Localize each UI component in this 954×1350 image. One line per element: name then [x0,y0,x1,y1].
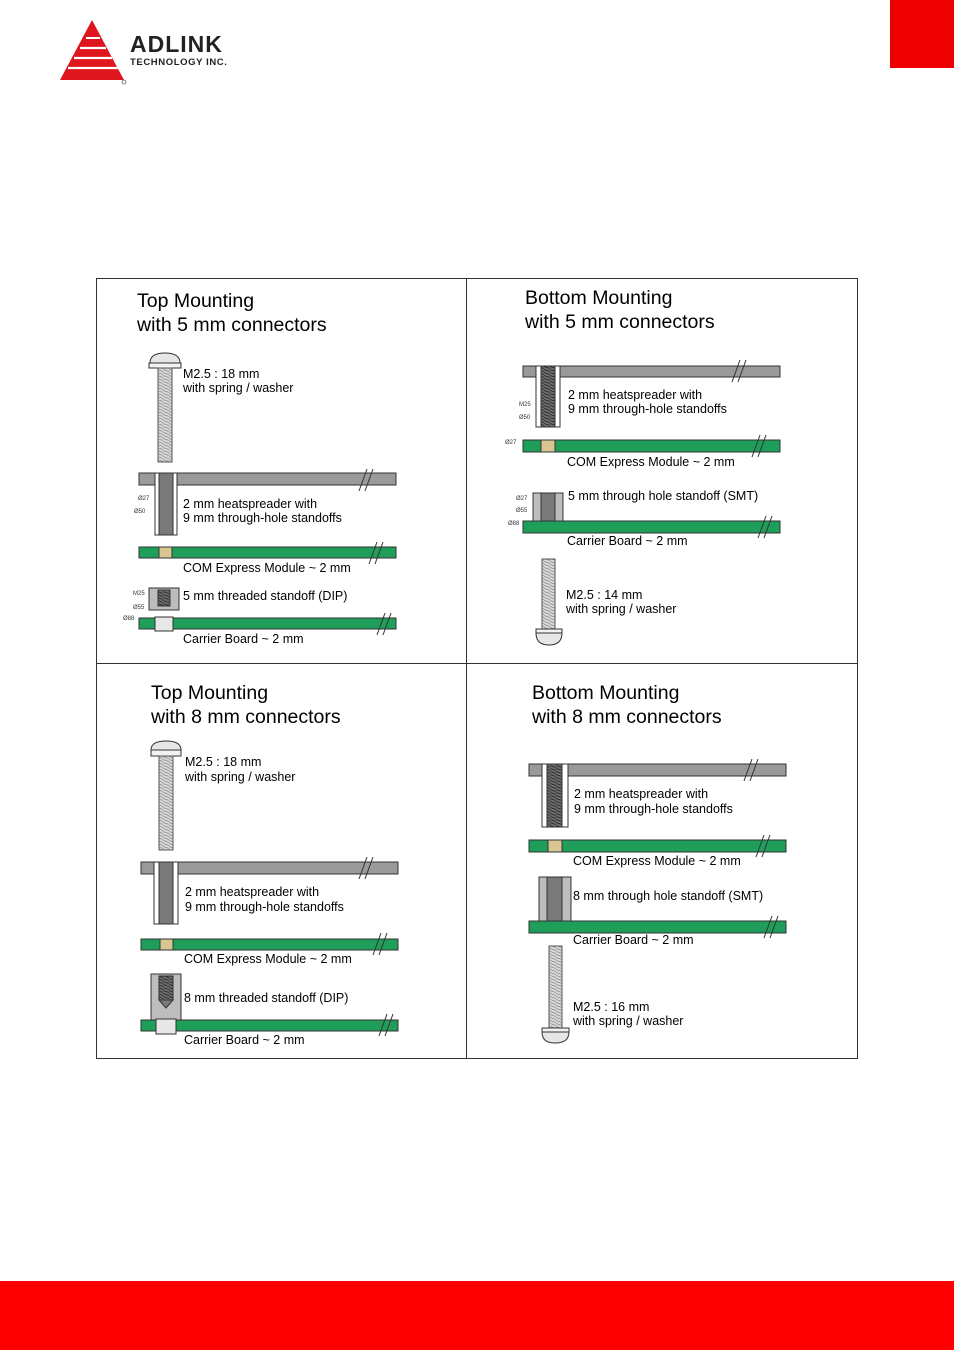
heatspreader-line2: 9 mm through-hole standoffs [183,511,342,525]
carrier-label: Carrier Board ~ 2 mm [567,534,688,548]
panel-title-line1: Bottom Mounting [532,682,680,704]
screw-spec-line2: with spring / washer [573,1014,684,1028]
dim-label: Ø55 [516,508,528,514]
module-label: COM Express Module ~ 2 mm [573,854,741,868]
dim-label: Ø88 [508,521,520,527]
panel-title-line2: with 8 mm connectors [532,706,722,728]
carrier-label: Carrier Board ~ 2 mm [184,1033,305,1047]
top5-diagram [97,279,465,662]
heatspreader-line1: 2 mm heatspreader with [185,885,320,899]
module-label: COM Express Module ~ 2 mm [183,561,351,575]
heatspreader-line1: 2 mm heatspreader with [574,787,709,801]
standoff-label: 5 mm threaded standoff (DIP) [183,589,348,603]
module-label: COM Express Module ~ 2 mm [567,455,735,469]
screw-icon [149,353,181,462]
adlink-triangle-icon [58,18,128,86]
brand-subtitle: TECHNOLOGY INC. [130,57,228,68]
standoff-label: 8 mm through hole standoff (SMT) [573,889,764,903]
screw-icon [536,559,562,645]
carrier-label: Carrier Board ~ 2 mm [573,933,694,947]
screw-spec-line2: with spring / washer [185,770,296,784]
panel-title-line1: Top Mounting [151,682,269,704]
panel-bottom-mounting-8mm [466,663,857,1058]
dim-label: Ø27 [516,496,528,502]
module-label: COM Express Module ~ 2 mm [184,952,352,966]
panel-top-mounting-5mm [97,279,465,662]
screw-spec-line1: M2.5 : 18 mm [185,755,262,769]
screw-icon [151,741,181,850]
dim-label: Ø27 [138,496,150,502]
panel-top-mounting-8mm [97,663,465,1058]
dim-label: Ø55 [133,605,145,611]
panel-title-line2: with 8 mm connectors [151,706,341,728]
heatspreader-line2: 9 mm through-hole standoffs [185,900,344,914]
carrier-label: Carrier Board ~ 2 mm [183,632,304,646]
heatspreader-line2: 9 mm through-hole standoffs [574,802,733,816]
adlink-logo [58,18,268,86]
panel-title-line1: Top Mounting [137,290,255,312]
screw-spec-line1: M2.5 : 16 mm [573,1000,650,1014]
heatspreader-line1: 2 mm heatspreader with [183,497,318,511]
dim-label: Ø50 [519,415,531,421]
panel-title-line1: Bottom Mounting [525,287,673,309]
heatspreader-line1: 2 mm heatspreader with [568,388,703,402]
panel-title-line2: with 5 mm connectors [137,314,327,336]
dim-label: M25 [519,402,531,408]
dim-label: Ø27 [505,440,517,446]
screw-spec-line1: M2.5 : 14 mm [566,588,643,602]
standoff-label: 5 mm through hole standoff (SMT) [568,489,759,503]
dim-label: Ø88 [123,616,135,622]
panel-title-line2: with 5 mm connectors [525,311,715,333]
screw-spec-line1: M2.5 : 18 mm [183,367,260,381]
footer-bar [0,1281,954,1350]
dim-label: M25 [133,591,145,597]
brand-name: ADLINK [130,31,223,57]
dim-label: Ø50 [134,509,146,515]
heatspreader-line2: 9 mm through-hole standoffs [568,402,727,416]
screw-spec-line2: with spring / washer [566,602,677,616]
standoff-label: 8 mm threaded standoff (DIP) [184,991,349,1005]
corner-tab [890,0,954,68]
panel-bottom-mounting-5mm [466,279,857,662]
screw-spec-line2: with spring / washer [183,381,294,395]
screw-icon [542,946,569,1043]
